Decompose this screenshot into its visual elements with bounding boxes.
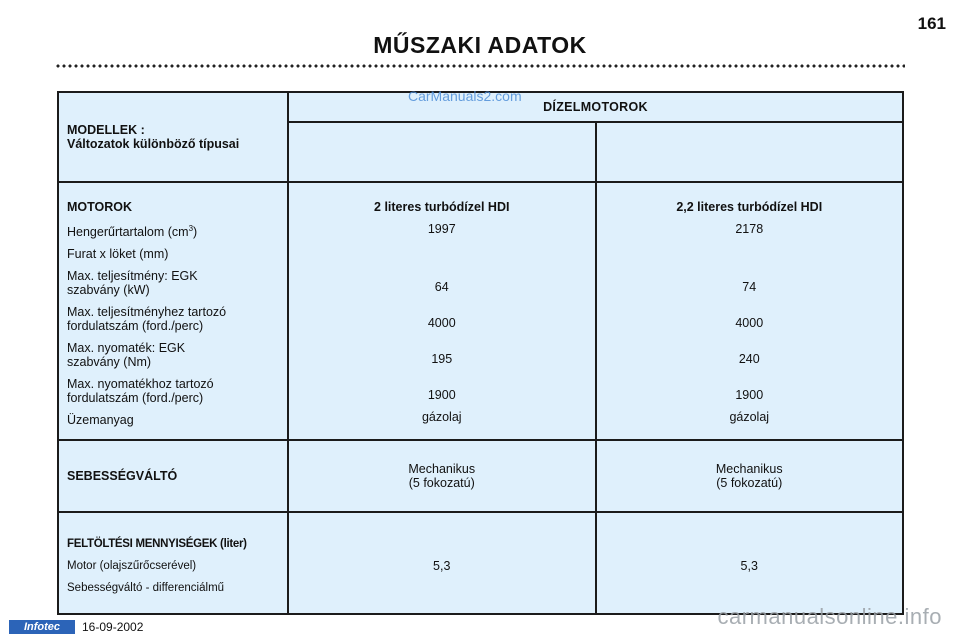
capacities-label: FELTÖLTÉSI MENNYISÉGEK (liter) bbox=[67, 538, 247, 550]
displacement-label: Hengerűrtartalom $(cm^3)$ bbox=[67, 224, 198, 240]
engine-name-2: 2,2 literes turbódízel HDI bbox=[676, 200, 823, 214]
gearbox-label-cell bbox=[58, 440, 288, 512]
torque-rpm-value-2: 1900 bbox=[735, 388, 764, 402]
capacities-col1 bbox=[288, 512, 596, 614]
engine-oil-value-1: 5,3 bbox=[433, 559, 451, 573]
engine-values-col2 bbox=[596, 182, 904, 440]
models-label-cell bbox=[58, 92, 288, 182]
fuel-value-1: gázolaj bbox=[421, 410, 462, 424]
dotted-divider bbox=[55, 63, 905, 69]
gearbox-type-1: Mechanikus bbox=[408, 462, 476, 476]
power-label-2: szabvány (kW) bbox=[67, 283, 150, 298]
watermark-top: CarManuals2.com bbox=[408, 88, 522, 104]
gearbox-gears-2: (5 fokozatú) bbox=[716, 476, 783, 490]
displacement-value-1: 1997 bbox=[427, 222, 456, 236]
torque-value-1: 195 bbox=[431, 352, 453, 366]
engine-oil-value-2: 5,3 bbox=[740, 559, 758, 573]
variant-cell-1 bbox=[288, 122, 596, 182]
torque-rpm-value-1: 1900 bbox=[427, 388, 456, 402]
technical-data-table bbox=[57, 91, 904, 615]
gearbox-value-col2 bbox=[596, 440, 904, 512]
fuel-value-2: gázolaj bbox=[729, 410, 770, 424]
power-label-1: Max. teljesítmény: EGK bbox=[67, 269, 198, 284]
infotec-logo: Infotec bbox=[9, 620, 75, 634]
torque-value-2: 240 bbox=[738, 352, 760, 366]
power-value-2: 74 bbox=[742, 280, 757, 294]
gearbox-label: SEBESSÉGVÁLTÓ bbox=[67, 469, 178, 483]
capacities-label-cell bbox=[58, 512, 288, 614]
footer-date: 16-09-2002 bbox=[82, 620, 144, 634]
gearbox-value-col1 bbox=[288, 440, 596, 512]
engine-oil-label: Motor (olajszűrőcserével) bbox=[67, 560, 197, 572]
gearbox-oil-label: Sebességváltó - differenciálmű bbox=[67, 582, 225, 594]
torque-rpm-label-1: Max. nyomatékhoz tartozó bbox=[67, 377, 214, 392]
engines-label: MOTOROK bbox=[67, 200, 133, 214]
torque-label-2: szabvány (Nm) bbox=[67, 355, 152, 370]
gearbox-gears-1: (5 fokozatú) bbox=[408, 476, 475, 490]
capacities-col2 bbox=[596, 512, 904, 614]
power-value-1: 64 bbox=[434, 280, 449, 294]
variant-cell-2 bbox=[596, 122, 904, 182]
models-label: MODELLEK : bbox=[67, 123, 145, 137]
displacement-value-2: 2178 bbox=[735, 222, 764, 236]
page-title: MŰSZAKI ADATOK bbox=[373, 32, 587, 58]
power-rpm-label-2: fordulatszám (ford./perc) bbox=[67, 319, 204, 334]
power-rpm-value-1: 4000 bbox=[427, 316, 456, 330]
engine-labels-cell bbox=[58, 182, 288, 440]
engine-name-1: 2 literes turbódízel HDI bbox=[374, 200, 510, 214]
power-rpm-value-2: 4000 bbox=[735, 316, 764, 330]
bore-stroke-label: Furat x löket (mm) bbox=[67, 247, 169, 262]
engine-values-col1 bbox=[288, 182, 596, 440]
page-number: 161 bbox=[917, 14, 946, 33]
diesel-engines-header: DÍZELMOTOROK bbox=[288, 92, 903, 122]
power-rpm-label-1: Max. teljesítményhez tartozó bbox=[67, 305, 227, 320]
torque-label-1: Max. nyomaték: EGK bbox=[67, 341, 186, 356]
variants-label: Változatok különböző típusai bbox=[67, 137, 240, 151]
fuel-label: Üzemanyag bbox=[67, 413, 134, 428]
gearbox-type-2: Mechanikus bbox=[715, 462, 783, 476]
torque-rpm-label-2: fordulatszám (ford./perc) bbox=[67, 391, 204, 406]
watermark-bottom: carmanualsonline.info bbox=[717, 604, 942, 629]
